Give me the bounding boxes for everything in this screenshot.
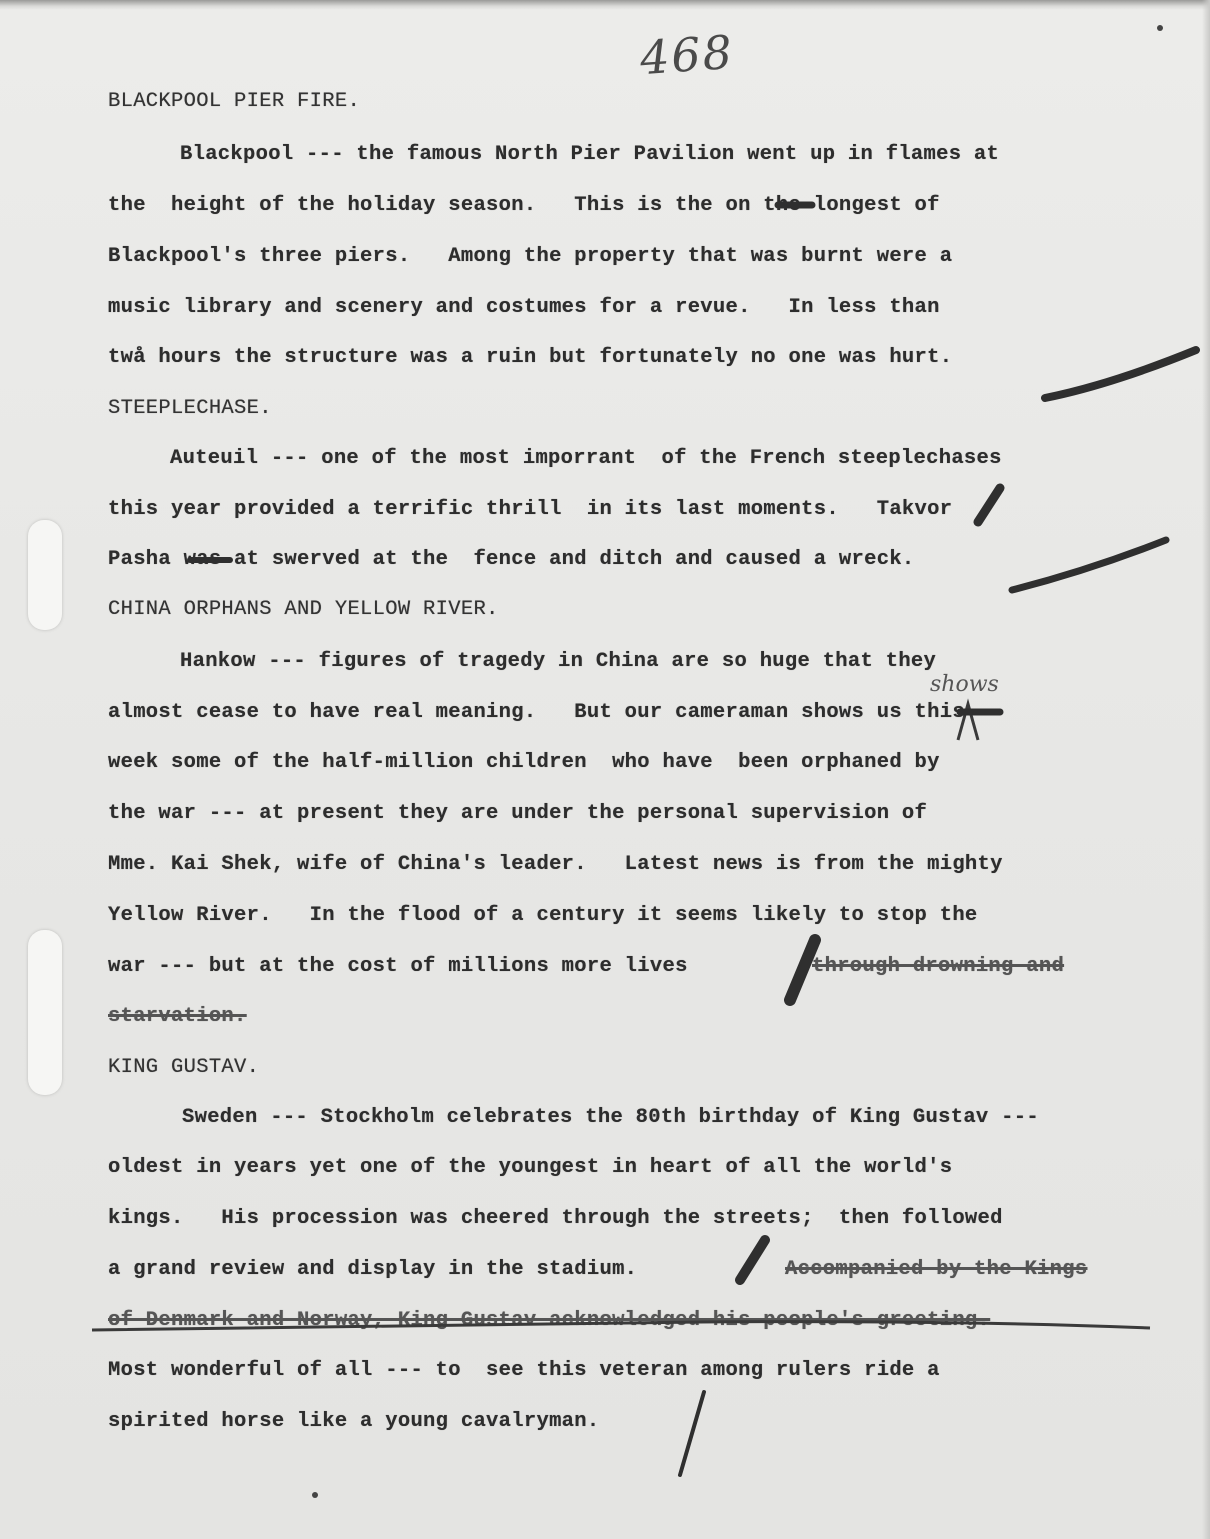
text-line: Pasha was at swerved at the fence and ditch and caused a wreck.	[108, 548, 915, 571]
cut-mark-stroke	[1012, 540, 1166, 590]
ink-dot	[312, 1492, 318, 1498]
text-line: Hankow --- figures of tragedy in China are so huge that they	[180, 650, 937, 673]
text-line: Mme. Kai Shek, wife of China's leader. Latest news is from the mighty	[108, 853, 1003, 876]
text-line: twå hours the structure was a ruin but fortunately no one was hurt.	[108, 346, 953, 369]
section-heading: CHINA ORPHANS AND YELLOW RIVER.	[108, 598, 499, 621]
text-line: a grand review and display in the stadium.	[108, 1258, 638, 1281]
text-line: war --- but at the cost of millions more lives	[108, 955, 688, 978]
text-line: spirited horse like a young cavalryman.	[108, 1410, 600, 1433]
text-line: kings. His procession was cheered through the streets; then followed	[108, 1207, 1003, 1230]
slash-mark	[978, 488, 1000, 522]
text-line: Auteuil --- one of the most imporrant of the French steeplechases	[170, 447, 1002, 470]
text-line: week some of the half-million children who have been orphaned by	[108, 751, 940, 774]
text-line: music library and scenery and costumes for a revue. In less than	[108, 296, 940, 319]
handwritten-insertion: shows	[930, 672, 999, 697]
text-line: oldest in years yet one of the youngest in heart of all the world's	[108, 1156, 953, 1179]
struck-text: starvation.	[108, 1005, 247, 1028]
text-line: the war --- at present they are under the personal supervision of	[108, 802, 928, 825]
handwritten-page-number: 468	[638, 24, 736, 86]
binding-hole	[28, 930, 62, 1095]
text-line: almost cease to have real meaning. But our cameraman shows us this	[108, 701, 965, 724]
text-line: the height of the holiday season. This is the on the longest of	[108, 194, 940, 217]
struck-text: of Denmark and Norway, King Gustav acknowledged his people's greeting.	[108, 1309, 991, 1332]
binding-hole	[28, 520, 62, 630]
slash-mark	[680, 1392, 704, 1475]
page-right-edge	[1202, 0, 1210, 1539]
text-line: Yellow River. In the flood of a century it seems likely to stop the	[108, 904, 978, 927]
text-line: Blackpool's three piers. Among the property that was burnt were a	[108, 245, 953, 268]
text-line: Most wonderful of all --- to see this veteran among rulers ride a	[108, 1359, 940, 1382]
slash-mark	[740, 1240, 765, 1280]
cut-mark-stroke	[1045, 350, 1196, 398]
text-line: Sweden --- Stockholm celebrates the 80th birthday of King Gustav ---	[182, 1106, 1039, 1129]
struck-text: through drowning and	[812, 955, 1065, 978]
text-line: Blackpool --- the famous North Pier Pavilion went up in flames at	[180, 143, 1000, 166]
section-heading: STEEPLECHASE.	[108, 397, 272, 420]
section-heading: KING GUSTAV.	[108, 1056, 260, 1079]
struck-text: Accompanied by the Kings	[785, 1258, 1088, 1281]
page-top-edge	[0, 0, 1210, 10]
ink-dot	[1157, 25, 1163, 31]
section-heading: BLACKPOOL PIER FIRE.	[108, 90, 361, 113]
text-line: this year provided a terrific thrill in its last moments. Takvor	[108, 498, 953, 521]
